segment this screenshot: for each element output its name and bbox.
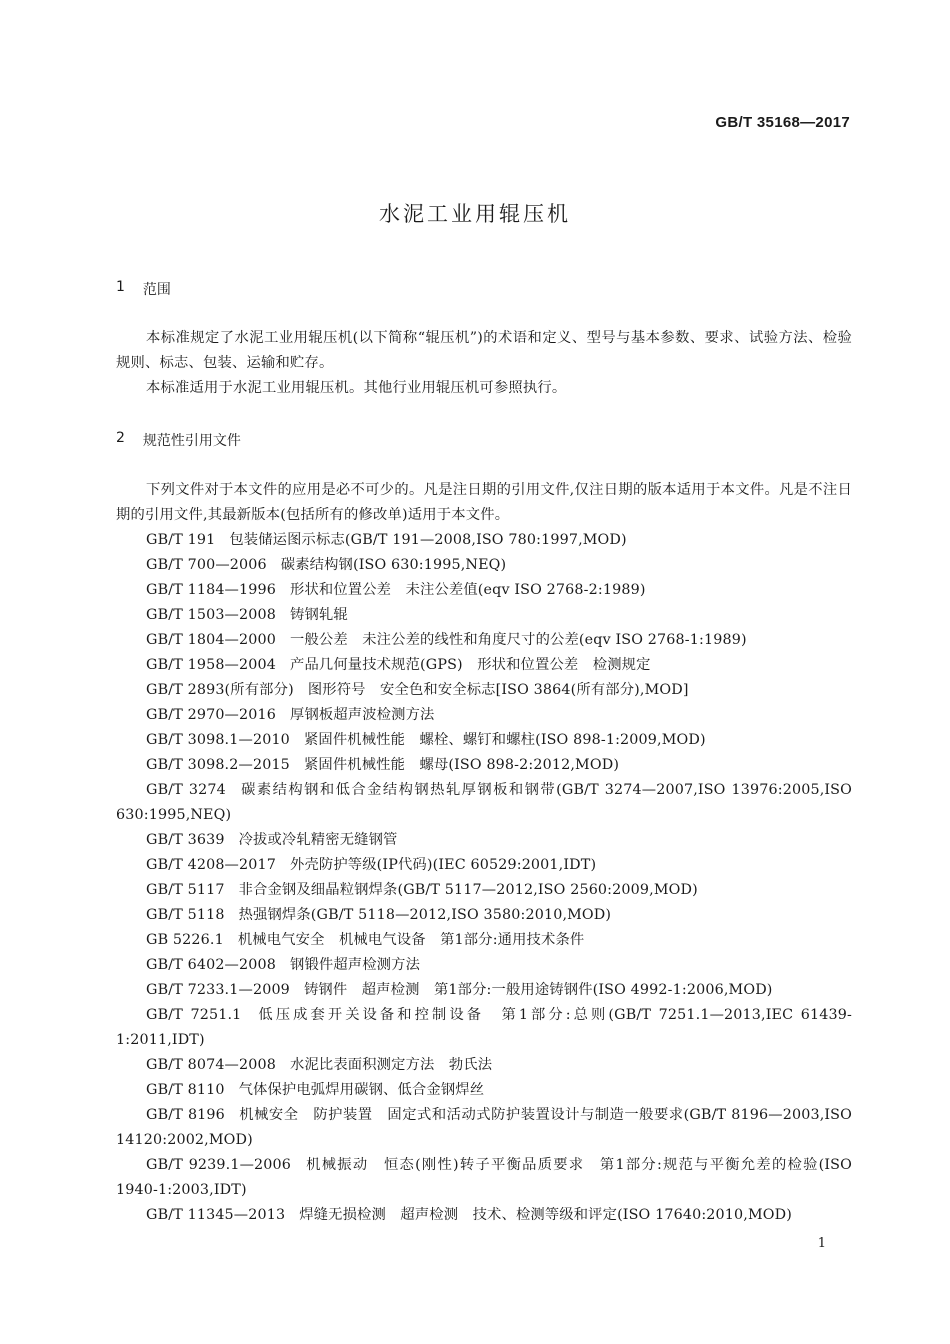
reference-title: 低压成套开关设备和控制设备 第1部分:总则(GB/T 7251.1—2013,IEC 61439-1:2011,IDT): [116, 1007, 852, 1048]
reference-title: 图形符号 安全色和安全标志[ISO 3864(所有部分),MOD]: [307, 682, 689, 698]
reference-code: GB/T 191: [146, 532, 216, 548]
reference-code: GB/T 8074—2008: [146, 1057, 276, 1073]
reference-item: [116, 728, 852, 753]
reference-code: GB/T 9239.1—2006: [146, 1157, 292, 1173]
reference-title: 一般公差 未注公差的线性和角度尺寸的公差(eqv ISO 2768-1:1989): [290, 632, 747, 648]
reference-title: 热强钢焊条(GB/T 5118—2012,ISO 3580:2010,MOD): [238, 907, 612, 923]
reference-item: [116, 953, 852, 978]
page-title: 水泥工业用辊压机: [379, 202, 571, 226]
reference-code: GB/T 5118: [146, 907, 225, 923]
reference-code: GB/T 1184—1996: [146, 582, 276, 598]
reference-code: GB/T 700—2006: [146, 557, 267, 573]
reference-item: [116, 878, 852, 903]
section-1-body: [116, 326, 852, 401]
reference-code: GB/T 11345—2013: [146, 1207, 286, 1223]
section-2-body: [116, 478, 852, 1228]
reference-title: 机械振动 恒态(刚性)转子平衡品质要求 第1部分:规范与平衡允差的检验(ISO 1940-1:2003,IDT): [116, 1157, 852, 1198]
reference-title: 碳素结构钢和低合金结构钢热轧厚钢板和钢带(GB/T 3274—2007,ISO 13976:2005,ISO 630:1995,NEQ): [116, 782, 852, 823]
reference-item: [116, 1153, 852, 1203]
reference-title: 冷拔或冷轧精密无缝钢管: [238, 832, 398, 848]
reference-code: GB/T 6402—2008: [146, 957, 276, 973]
scope-paragraph: 本标准规定了水泥工业用辊压机(以下简称“辊压机”)的术语和定义、型号与基本参数、要求、试验方法、检验规则、标志、包装、运输和贮存。: [116, 330, 852, 371]
reference-item: [116, 1078, 852, 1103]
reference-code: GB/T 3274: [146, 782, 226, 798]
reference-item: [116, 603, 852, 628]
reference-title: 机械电气安全 机械电气设备 第1部分:通用技术条件: [237, 932, 585, 948]
section-1-heading: [116, 279, 171, 299]
reference-item: [116, 553, 852, 578]
reference-code: GB/T 7233.1—2009: [146, 982, 290, 998]
reference-code: GB/T 7251.1: [146, 1007, 242, 1023]
reference-title: 钢锻件超声检测方法: [290, 957, 421, 973]
reference-item: [116, 1203, 852, 1228]
reference-code: GB/T 3098.2—2015: [146, 757, 290, 773]
section-title: 规范性引用文件: [142, 433, 241, 449]
reference-title: 紧固件机械性能 螺母(ISO 898-2:2012,MOD): [303, 757, 620, 773]
reference-code: GB/T 2970—2016: [146, 707, 276, 723]
reference-title: 厚钢板超声波检测方法: [290, 707, 435, 723]
reference-code: GB/T 1804—2000: [146, 632, 276, 648]
references-intro: 下列文件对于本文件的应用是必不可少的。凡是注日期的引用文件,仅注日期的版本适用于本文件。凡是不注日期的引用文件,其最新版本(包括所有的修改单)适用于本文件。: [116, 482, 852, 523]
reference-code: GB/T 8196: [146, 1107, 225, 1123]
reference-title: 包装储运图示标志(GB/T 191—2008,ISO 780:1997,MOD): [229, 532, 627, 548]
reference-item: [116, 653, 852, 678]
reference-code: GB/T 2893(所有部分): [146, 682, 294, 698]
reference-item: [116, 1003, 852, 1053]
reference-code: GB/T 3639: [146, 832, 225, 848]
reference-title: 碳素结构钢(ISO 630:1995,NEQ): [280, 557, 507, 573]
reference-title: 水泥比表面积测定方法 勃氏法: [290, 1057, 493, 1073]
reference-item: [116, 528, 852, 553]
section-2-heading: [116, 430, 241, 450]
page-number: 1: [817, 1236, 826, 1251]
reference-title: 非合金钢及细晶粒钢焊条(GB/T 5117—2012,ISO 2560:2009,MOD): [238, 882, 698, 898]
reference-code: GB/T 1503—2008: [146, 607, 276, 623]
reference-code: GB/T 8110: [146, 1082, 225, 1098]
reference-title: 形状和位置公差 未注公差值(eqv ISO 2768-2:1989): [290, 582, 646, 598]
reference-code: GB 5226.1: [146, 932, 224, 948]
reference-list: [116, 528, 852, 1228]
standard-code: GB/T 35168—2017: [715, 114, 850, 131]
reference-item: [116, 678, 852, 703]
reference-item: [116, 828, 852, 853]
reference-code: GB/T 4208—2017: [146, 857, 276, 873]
reference-item: [116, 628, 852, 653]
section-number: 2: [116, 430, 125, 446]
reference-item: [116, 1053, 852, 1078]
reference-title: 机械安全 防护装置 固定式和活动式防护装置设计与制造一般要求(GB/T 8196—2003,ISO 14120:2002,MOD): [116, 1107, 853, 1148]
reference-code: GB/T 5117: [146, 882, 225, 898]
reference-item: [116, 1103, 852, 1153]
reference-item: [116, 578, 852, 603]
section-title: 范围: [142, 282, 171, 298]
reference-code: GB/T 3098.1—2010: [146, 732, 290, 748]
reference-title: 焊缝无损检测 超声检测 技术、检测等级和评定(ISO 17640:2010,MOD): [299, 1207, 792, 1223]
section-number: 1: [116, 279, 125, 295]
reference-title: 外壳防护等级(IP代码)(IEC 60529:2001,IDT): [290, 857, 597, 873]
reference-title: 铸钢轧辊: [290, 607, 348, 623]
reference-item: [116, 928, 852, 953]
reference-title: 紧固件机械性能 螺栓、螺钉和螺柱(ISO 898-1:2009,MOD): [303, 732, 706, 748]
reference-title: 产品几何量技术规范(GPS) 形状和位置公差 检测规定: [290, 657, 651, 673]
reference-item: [116, 778, 852, 828]
reference-code: GB/T 1958—2004: [146, 657, 276, 673]
reference-item: [116, 753, 852, 778]
reference-item: [116, 903, 852, 928]
scope-paragraph: 本标准适用于水泥工业用辊压机。其他行业用辊压机可参照执行。: [146, 380, 567, 396]
reference-title: 气体保护电弧焊用碳钢、低合金钢焊丝: [238, 1082, 485, 1098]
reference-item: [116, 703, 852, 728]
reference-title: 铸钢件 超声检测 第1部分:一般用途铸钢件(ISO 4992-1:2006,MOD): [303, 982, 773, 998]
reference-item: [116, 978, 852, 1003]
reference-item: [116, 853, 852, 878]
